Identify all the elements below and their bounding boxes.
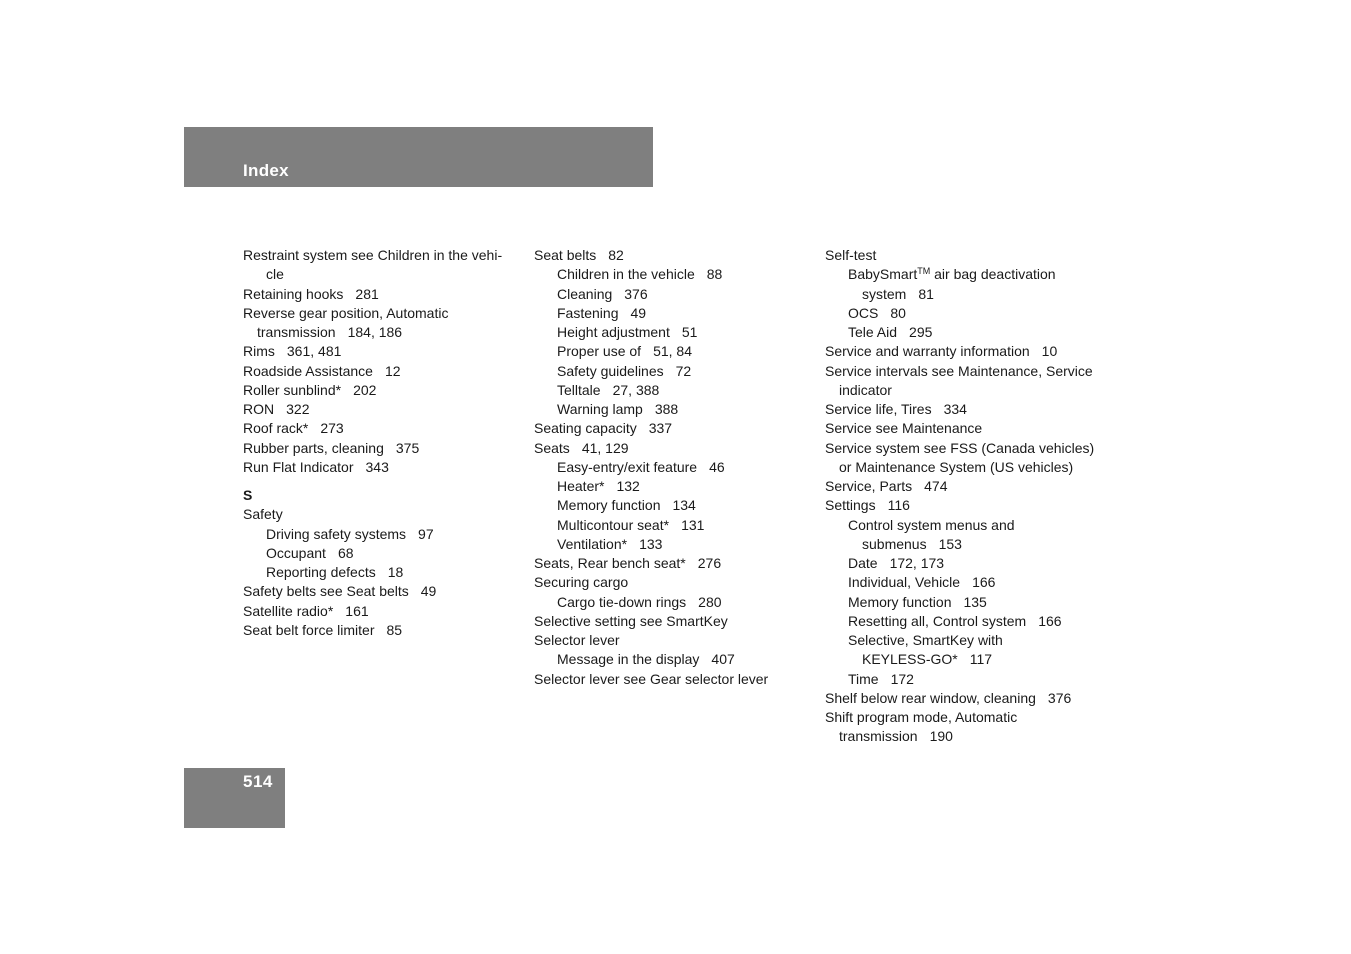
- entry-term: Securing cargo: [534, 574, 629, 591]
- entry-page-refs: 49: [420, 583, 437, 600]
- index-entry: [825, 593, 1115, 612]
- index-entry: [825, 323, 1115, 342]
- entry-page-refs: 46: [709, 458, 725, 475]
- entry-term: Warning lamp: [557, 401, 643, 417]
- entry-page-refs: 343: [365, 458, 389, 475]
- index-entry: [534, 381, 819, 400]
- entry-page-refs: 51: [681, 324, 698, 340]
- index-entry: [243, 621, 523, 640]
- entry-page-refs: 375: [395, 439, 420, 456]
- entry-page-refs: 376: [624, 285, 648, 302]
- index-column-3: [825, 246, 1115, 747]
- entry-term: transmission: [257, 324, 336, 340]
- index-entry: [534, 285, 819, 304]
- index-entry: [534, 458, 819, 477]
- entry-term: Service, Parts: [825, 478, 913, 494]
- index-entry: [243, 323, 523, 342]
- entry-page-refs: 68: [337, 544, 354, 561]
- entry-page-refs: 376: [1047, 689, 1072, 706]
- entry-term: Rubber parts, cleaning: [243, 439, 384, 456]
- page-number: 514: [243, 772, 273, 791]
- index-entry: [534, 496, 819, 515]
- entry-term: Heater*: [557, 478, 605, 494]
- entry-term: Roadside Assistance: [243, 362, 373, 379]
- entry-page-refs: 166: [972, 574, 996, 591]
- index-entry: [825, 419, 1115, 438]
- entry-term: Roof rack*: [243, 420, 309, 437]
- index-entry: [534, 573, 819, 592]
- entry-term: Message in the display: [557, 651, 700, 668]
- entry-page-refs: 202: [353, 381, 377, 398]
- entry-page-refs: 72: [675, 362, 692, 379]
- index-entry: [534, 593, 819, 612]
- entry-term: Settings: [825, 497, 876, 514]
- entry-term: Seats: [534, 439, 570, 456]
- entry-page-refs: 18: [387, 564, 404, 580]
- entry-term: Height adjustment: [557, 324, 670, 340]
- entry-page-refs: 81: [918, 285, 934, 302]
- entry-term: Run Flat Indicator: [243, 458, 354, 475]
- entry-term: Service and warranty information: [825, 343, 1030, 360]
- index-entry: [534, 612, 819, 631]
- index-entry: [825, 265, 1115, 284]
- entry-term: Control system menus and: [848, 516, 1015, 533]
- index-entry: [825, 689, 1115, 708]
- entry-term: Memory function: [557, 497, 661, 514]
- entry-page-refs: 117: [969, 651, 993, 668]
- entry-term: system: [862, 285, 907, 302]
- index-entry: [825, 285, 1115, 304]
- index-entry: [534, 419, 819, 438]
- entry-page-refs: 41, 129: [581, 439, 629, 456]
- entry-page-refs: 27, 388: [612, 381, 660, 398]
- entry-term: Proper use of: [557, 343, 642, 360]
- index-entry: [243, 419, 523, 438]
- entry-page-refs: 280: [698, 593, 722, 610]
- entry-term: Date: [848, 555, 878, 571]
- index-entry: [825, 554, 1115, 573]
- entry-term: Seat belt force limiter: [243, 621, 375, 638]
- index-entry: [534, 650, 819, 669]
- entry-term: Children in the vehicle: [557, 266, 695, 283]
- entry-term: Cargo tie-down rings: [557, 593, 687, 610]
- entry-page-refs: 166: [1038, 612, 1062, 629]
- header-bar: [184, 127, 653, 187]
- entry-term: Reverse gear position, Automatic: [243, 304, 449, 321]
- entry-term: Telltale: [557, 381, 601, 398]
- index-entry: [825, 246, 1115, 265]
- entry-page-refs: 133: [639, 535, 663, 552]
- entry-term: Safety: [243, 506, 283, 523]
- index-entry: [825, 381, 1115, 400]
- entry-page-refs: 281: [355, 285, 379, 302]
- entry-term: Selective, SmartKey with: [848, 632, 1003, 648]
- index-entry: [243, 362, 523, 381]
- index-entry: [825, 362, 1115, 381]
- trademark-mark: TM: [917, 266, 931, 277]
- index-entry: [825, 496, 1115, 515]
- entry-term: Self-test: [825, 247, 877, 263]
- page-number-tab: [184, 768, 285, 828]
- entry-term: Time: [848, 670, 879, 687]
- entry-term: Memory function: [848, 593, 952, 610]
- entry-term: Rims: [243, 343, 275, 360]
- entry-page-refs: 407: [711, 651, 735, 668]
- index-entry: [825, 304, 1115, 323]
- entry-term: Service intervals see Maintenance, Service: [825, 362, 1093, 379]
- index-entry: [534, 631, 819, 650]
- entry-term: Easy-entry/exit feature: [557, 458, 698, 475]
- index-column-1: [243, 246, 523, 640]
- entry-page-refs: 334: [943, 401, 967, 417]
- entry-term: Cleaning: [557, 285, 613, 302]
- entry-page-refs: 322: [286, 401, 310, 417]
- entry-page-refs: 80: [890, 304, 906, 321]
- index-entry: [534, 516, 819, 535]
- index-entry: [825, 477, 1115, 496]
- entry-term: Driving safety systems: [266, 525, 407, 542]
- index-entry: [825, 650, 1115, 669]
- entry-term: cle: [266, 266, 284, 283]
- entry-page-refs: 12: [384, 362, 401, 379]
- entry-term: Service life, Tires: [825, 401, 932, 417]
- entry-term: RON: [243, 401, 275, 417]
- index-entry: [534, 535, 819, 554]
- index-entry: [825, 342, 1115, 361]
- index-entry: [825, 612, 1115, 631]
- entry-term: Restraint system see Children in the vehi-: [243, 247, 503, 263]
- entry-term: Seating capacity: [534, 420, 637, 437]
- entry-term: Seats, Rear bench seat*: [534, 555, 686, 571]
- entry-term: Ventilation*: [557, 535, 628, 552]
- index-entry: [243, 265, 523, 284]
- entry-page-refs: 276: [697, 555, 722, 571]
- entry-term: indicator: [839, 381, 892, 398]
- index-entry: [534, 400, 819, 419]
- entry-page-refs: 82: [608, 247, 624, 263]
- index-entry: [534, 670, 819, 689]
- index-entry: [243, 544, 523, 563]
- entry-term: Seat belts: [534, 247, 597, 263]
- index-entry: [243, 525, 523, 544]
- index-entry: [243, 582, 523, 601]
- entry-term: Multicontour seat*: [557, 516, 670, 533]
- entry-term: Shelf below rear window, cleaning: [825, 689, 1036, 706]
- entry-term: Satellite radio*: [243, 602, 334, 619]
- entry-term: Fastening: [557, 304, 619, 321]
- index-entry: [243, 602, 523, 621]
- entry-page-refs: 184, 186: [347, 324, 403, 340]
- entry-page-refs: 337: [648, 420, 673, 437]
- entry-term: submenus: [862, 535, 927, 552]
- entry-term: Reporting defects: [266, 564, 376, 580]
- entry-term: BabySmart: [848, 266, 918, 283]
- entry-page-refs: 388: [654, 401, 679, 417]
- index-entry: [243, 304, 523, 323]
- index-entry: [825, 535, 1115, 554]
- index-entry: [534, 246, 819, 265]
- index-entry: [534, 477, 819, 496]
- index-entry: [534, 439, 819, 458]
- index-entry: [825, 631, 1115, 650]
- index-entry: [243, 246, 523, 265]
- entry-page-refs: 131: [681, 516, 705, 533]
- entry-page-refs: 172: [890, 670, 914, 687]
- entry-term: Safety belts see Seat belts: [243, 583, 409, 600]
- entry-page-refs: 116: [887, 497, 910, 514]
- index-entry: [243, 400, 523, 419]
- index-entry: [243, 381, 523, 400]
- index-section-letter: [243, 486, 523, 505]
- index-entry: [243, 505, 523, 524]
- index-entry: [825, 670, 1115, 689]
- entry-page-refs: 172, 173: [889, 555, 945, 571]
- index-entry: [243, 563, 523, 582]
- entry-term: Occupant: [266, 544, 326, 561]
- entry-term: S: [243, 487, 253, 503]
- index-entry: [243, 285, 523, 304]
- entry-page-refs: 97: [418, 525, 434, 542]
- entry-term: Selector lever: [534, 632, 620, 648]
- entry-term: OCS: [848, 304, 879, 321]
- entry-term: transmission: [839, 728, 918, 745]
- entry-page-refs: 85: [386, 621, 403, 638]
- entry-page-refs: 51, 84: [653, 343, 692, 360]
- index-entry: [825, 727, 1115, 746]
- entry-term: Roller sunblind*: [243, 381, 342, 398]
- entry-term: Retaining hooks: [243, 285, 344, 302]
- index-entry: [534, 342, 819, 361]
- entry-page-refs: 135: [963, 593, 987, 610]
- entry-page-refs: 153: [938, 535, 962, 552]
- entry-term: Service system see FSS (Canada vehicles): [825, 439, 1095, 456]
- index-entry: [243, 439, 523, 458]
- entry-term: Selector lever see Gear selector lever: [534, 670, 769, 687]
- entry-page-refs: 273: [320, 420, 344, 437]
- entry-page-refs: 190: [929, 728, 953, 745]
- entry-page-refs: 88: [706, 266, 723, 283]
- entry-page-refs: 474: [924, 478, 948, 494]
- entry-page-refs: 49: [630, 304, 647, 321]
- entry-term: KEYLESS-GO*: [862, 651, 958, 668]
- entry-term: Resetting all, Control system: [848, 612, 1027, 629]
- entry-page-refs: 361, 481: [286, 343, 342, 360]
- index-entry: [534, 304, 819, 323]
- index-entry: [825, 516, 1115, 535]
- index-entry: [825, 708, 1115, 727]
- entry-page-refs: 134: [672, 497, 696, 514]
- entry-page-refs: 132: [616, 478, 640, 494]
- entry-page-refs: 161: [345, 602, 369, 619]
- entry-term: Individual, Vehicle: [848, 574, 961, 591]
- index-entry: [243, 342, 523, 361]
- entry-page-refs: 10: [1041, 343, 1058, 360]
- index-entry: [534, 323, 819, 342]
- index-entry: [825, 439, 1115, 458]
- entry-term: or Maintenance System (US vehicles): [839, 458, 1074, 475]
- entry-term: Service see Maintenance: [825, 420, 983, 437]
- index-entry: [825, 458, 1115, 477]
- index-entry: [534, 554, 819, 573]
- entry-term-suffix: air bag deactivation: [930, 266, 1056, 283]
- entry-page-refs: 295: [909, 324, 933, 340]
- entry-term: Selective setting see SmartKey: [534, 612, 728, 629]
- index-entry: [243, 458, 523, 477]
- entry-term: Shift program mode, Automatic: [825, 709, 1018, 725]
- entry-term: Tele Aid: [848, 324, 898, 340]
- index-entry: [534, 362, 819, 381]
- index-entry: [825, 573, 1115, 592]
- index-entry: [534, 265, 819, 284]
- index-column-2: [534, 246, 819, 689]
- entry-term: Safety guidelines: [557, 362, 664, 379]
- page-title: Index: [243, 161, 289, 180]
- index-entry: [825, 400, 1115, 419]
